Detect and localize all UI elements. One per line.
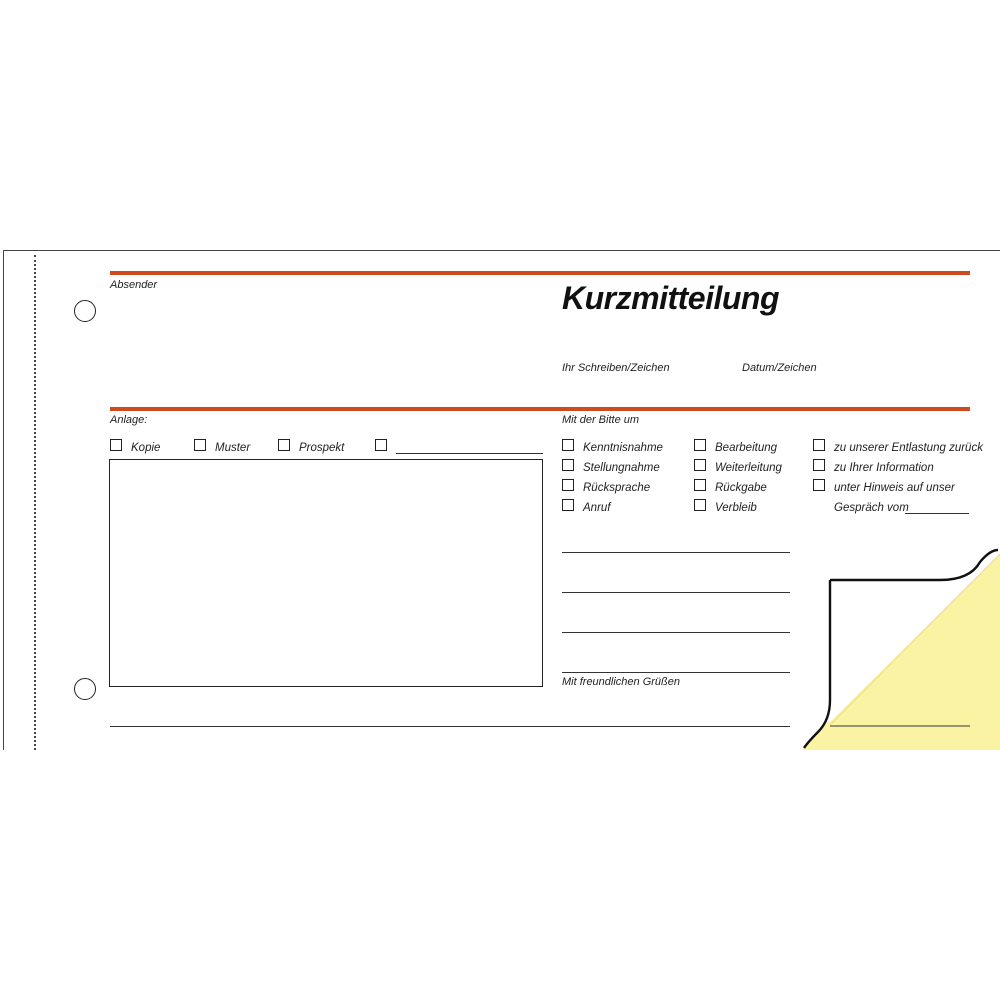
perforation-line <box>34 255 36 750</box>
rueckgabe-label: Rückgabe <box>715 482 767 494</box>
entlastung-label: zu unserer Entlastung zurück <box>834 442 983 454</box>
middle-accent-rule <box>110 407 970 411</box>
anlage-text-area[interactable] <box>109 459 543 687</box>
hinweis-label: unter Hinweis auf unser <box>834 482 955 494</box>
message-line-4[interactable] <box>562 672 828 673</box>
muster-checkbox[interactable] <box>194 439 206 451</box>
anruf-label: Anruf <box>583 502 611 514</box>
prospekt-checkbox[interactable] <box>278 439 290 451</box>
message-line-3[interactable] <box>562 632 828 633</box>
gruss-label: Mit freundlichen Grüßen <box>562 676 680 688</box>
kopie-checkbox[interactable] <box>110 439 122 451</box>
hinweis-checkbox[interactable] <box>813 479 825 491</box>
other-anlage-line[interactable] <box>396 453 543 454</box>
punch-hole-top <box>74 300 96 322</box>
ihr-schreiben-label: Ihr Schreiben/Zeichen <box>562 362 670 374</box>
gespraech-label: Gespräch vom <box>834 502 909 514</box>
curled-corner <box>790 540 1000 755</box>
ruecksprache-label: Rücksprache <box>583 482 651 494</box>
verbleib-checkbox[interactable] <box>694 499 706 511</box>
muster-label: Muster <box>215 442 251 454</box>
message-line-2[interactable] <box>562 592 828 593</box>
punch-hole-bottom <box>74 678 96 700</box>
kenntnisnahme-checkbox[interactable] <box>562 439 574 451</box>
top-accent-rule <box>110 271 970 275</box>
other-anlage-checkbox[interactable] <box>375 439 387 451</box>
prospekt-label: Prospekt <box>299 442 345 454</box>
entlastung-checkbox[interactable] <box>813 439 825 451</box>
bottom-signature-line[interactable] <box>110 726 830 727</box>
kenntnisnahme-label: Kenntnisnahme <box>583 442 663 454</box>
information-checkbox[interactable] <box>813 459 825 471</box>
absender-label: Absender <box>110 279 158 291</box>
rueckgabe-checkbox[interactable] <box>694 479 706 491</box>
stellungnahme-checkbox[interactable] <box>562 459 574 471</box>
information-label: zu Ihrer Information <box>834 462 934 474</box>
anlage-label: Anlage: <box>110 414 148 426</box>
stellungnahme-label: Stellungnahme <box>583 462 660 474</box>
bearbeitung-checkbox[interactable] <box>694 439 706 451</box>
bitte-label: Mit der Bitte um <box>562 414 640 426</box>
weiterleitung-checkbox[interactable] <box>694 459 706 471</box>
gespraech-date-line[interactable] <box>905 513 969 514</box>
verbleib-label: Verbleib <box>715 502 757 514</box>
datum-label: Datum/Zeichen <box>742 362 817 374</box>
bearbeitung-label: Bearbeitung <box>715 442 778 454</box>
ruecksprache-checkbox[interactable] <box>562 479 574 491</box>
kopie-label: Kopie <box>131 442 161 454</box>
form-title: Kurzmitteilung <box>562 280 779 316</box>
anruf-checkbox[interactable] <box>562 499 574 511</box>
weiterleitung-label: Weiterleitung <box>715 462 782 474</box>
